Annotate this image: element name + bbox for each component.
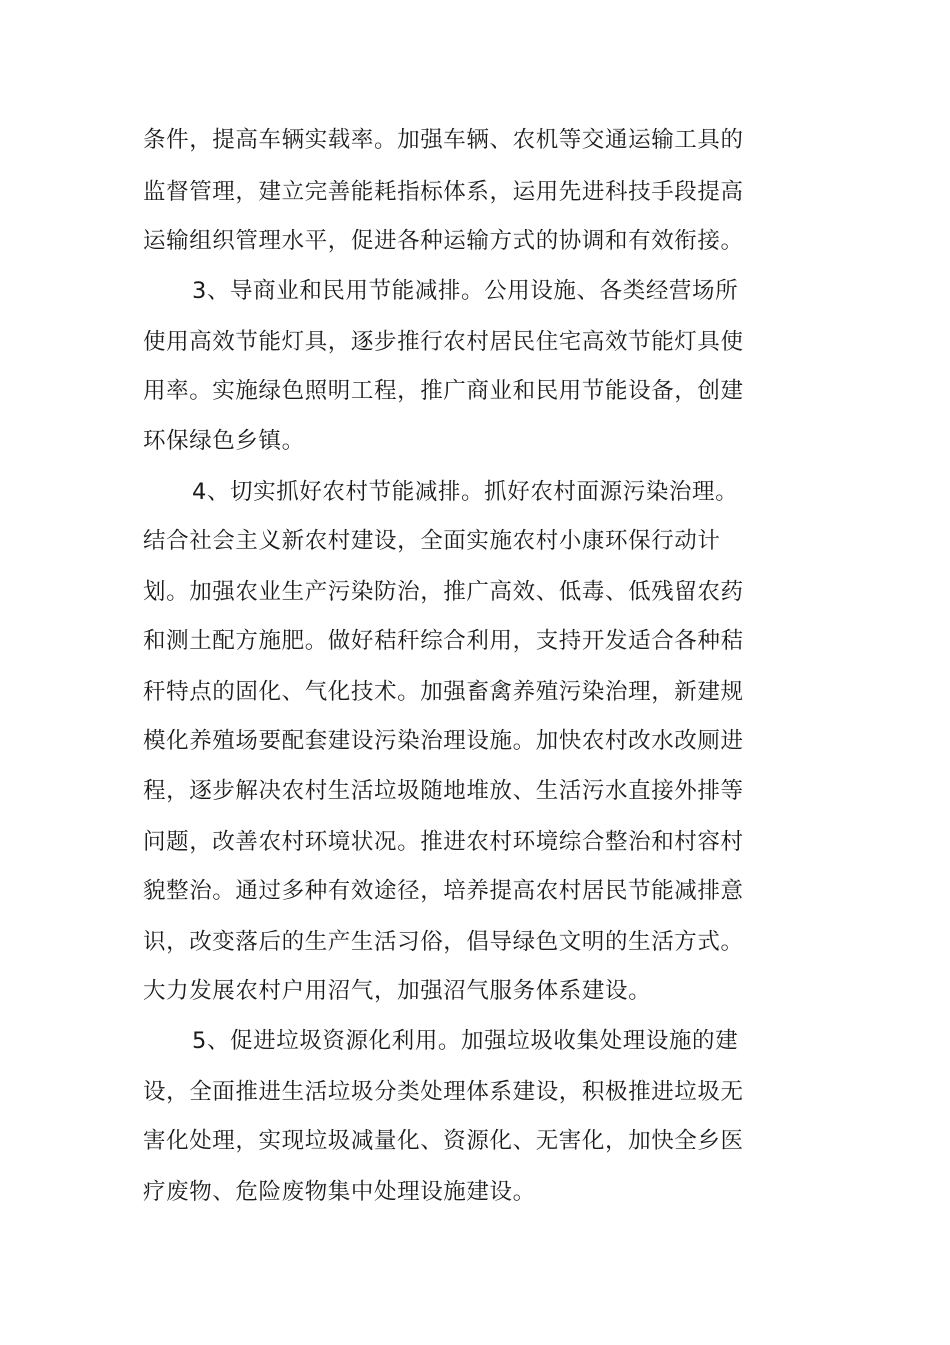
text-line: 结合社会主义新农村建设，全面实施农村小康环保行动计 [143,528,721,554]
text-line: 模化养殖场要配套建设污染治理设施。加快农村改水改厕进 [143,728,744,754]
text-line: 用率。实施绿色照明工程，推广商业和民用节能设备，创建 [143,378,744,404]
text-line: 程，逐步解决农村生活垃圾随地堆放、生活污水直接外排等 [143,778,744,804]
text-line: 貌整治。通过多种有效途径，培养提高农村居民节能减排意 [143,878,744,904]
text-line: 和测土配方施肥。做好秸秆综合利用，支持开发适合各种秸 [143,628,744,654]
text-line: 监督管理，建立完善能耗指标体系，运用先进科技手段提高 [143,179,744,205]
text-line: 环保绿色乡镇。 [143,428,305,454]
text-line: 害化处理，实现垃圾减量化、资源化、无害化，加快全乡医 [143,1128,744,1154]
text-line: 设，全面推进生活垃圾分类处理体系建设，积极推进垃圾无 [143,1079,744,1105]
text-line: 条件，提高车辆实载率。加强车辆、农机等交通运输工具的 [143,127,744,153]
text-line: 大力发展农村户用沼气，加强沼气服务体系建设。 [143,978,652,1004]
paragraph-4-heading: 4、切实抓好农村节能减排。抓好农村面源污染治理。 [192,479,739,505]
text-line: 识，改变落后的生产生活习俗，倡导绿色文明的生活方式。 [143,929,744,955]
paragraph-5-heading: 5、促进垃圾资源化利用。加强垃圾收集处理设施的建 [192,1028,739,1054]
text-line: 使用高效节能灯具，逐步推行农村居民住宅高效节能灯具使 [143,329,744,355]
text-line: 疗废物、危险废物集中处理设施建设。 [143,1179,536,1205]
text-line: 运输组织管理水平，促进各种运输方式的协调和有效衔接。 [143,228,744,254]
paragraph-3-heading: 3、导商业和民用节能减排。公用设施、各类经营场所 [192,278,739,304]
text-line: 秆特点的固化、气化技术。加强畜禽养殖污染治理，新建规 [143,679,744,705]
text-line: 问题，改善农村环境状况。推进农村环境综合整治和村容村 [143,829,744,855]
text-line: 划。加强农业生产污染防治，推广高效、低毒、低残留农药 [143,579,744,605]
